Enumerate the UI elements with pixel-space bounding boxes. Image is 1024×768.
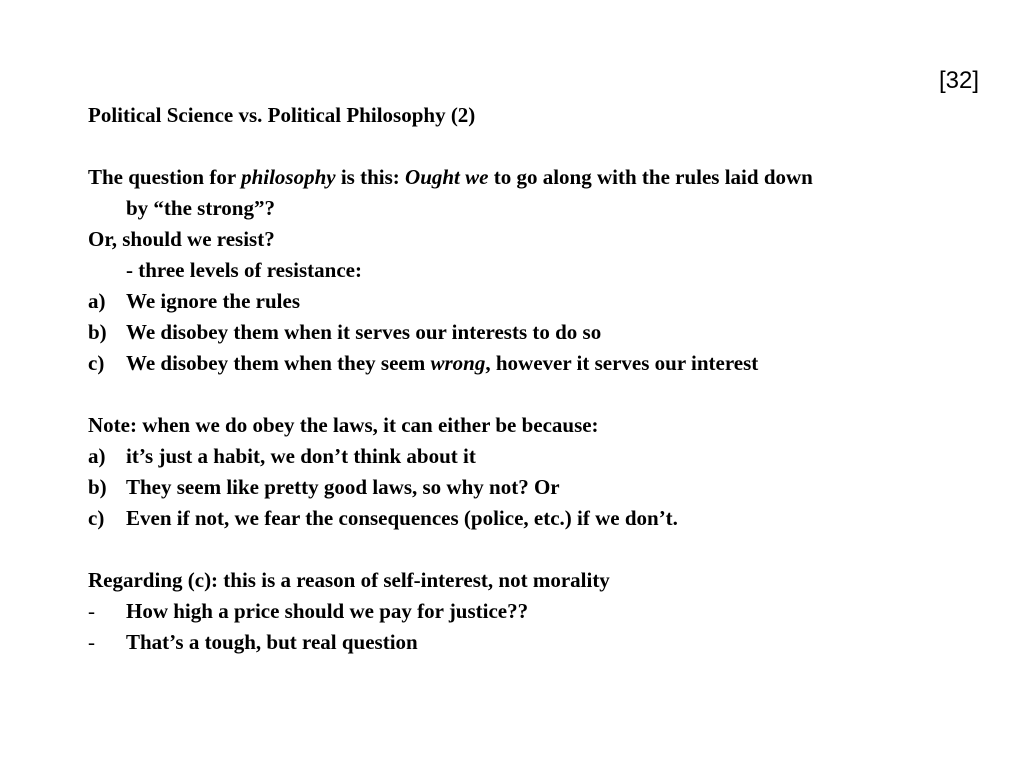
- question-continuation: by “the strong”?: [126, 196, 275, 220]
- resist-question: Or, should we resist?: [88, 227, 275, 251]
- list-marker: c): [88, 506, 105, 530]
- slide-title: Political Science vs. Political Philosophy (2): [88, 103, 476, 127]
- note-line: Note: when we do obey the laws, it can either be because:: [88, 413, 599, 437]
- list-marker: c): [88, 351, 105, 375]
- page-number: [32]: [938, 67, 979, 94]
- ought-we-emphasis: Ought we: [405, 165, 489, 189]
- levels-intro: - three levels of resistance:: [126, 258, 362, 282]
- spacer: [88, 379, 988, 410]
- wrong-emphasis: wrong: [430, 351, 486, 375]
- slide-content: [88, 100, 988, 658]
- list-marker: b): [88, 475, 107, 499]
- philosophy-emphasis: philosophy: [241, 165, 336, 189]
- question-line: [88, 162, 988, 193]
- list-item-text: We disobey them when it serves our interests to do so: [126, 320, 602, 344]
- list-item: [88, 286, 988, 317]
- list-item: [88, 441, 988, 472]
- spacer: [88, 131, 988, 162]
- question-text: The question for: [88, 165, 242, 189]
- dash-marker: -: [88, 630, 95, 654]
- list-item: [88, 472, 988, 503]
- dash-marker: -: [88, 599, 95, 623]
- list-marker: a): [88, 289, 106, 313]
- list-item: [88, 348, 988, 379]
- regarding-line: Regarding (c): this is a reason of self-interest, not morality: [88, 568, 610, 592]
- spacer: [88, 534, 988, 565]
- list-item: [88, 596, 988, 627]
- question-text: to go along with the rules laid down: [488, 165, 813, 189]
- list-item-text: We disobey them when they seem: [126, 351, 431, 375]
- list-item: [88, 503, 988, 534]
- list-item-text: How high a price should we pay for justice??: [126, 599, 529, 623]
- list-marker: b): [88, 320, 107, 344]
- list-item: [88, 317, 988, 348]
- list-item-text: We ignore the rules: [126, 289, 301, 313]
- list-item-text: Even if not, we fear the consequences (police, etc.) if we don’t.: [126, 506, 678, 530]
- question-text: is this:: [335, 165, 406, 189]
- list-item-text: They seem like pretty good laws, so why not? Or: [126, 475, 560, 499]
- list-item: [88, 627, 988, 658]
- list-marker: a): [88, 444, 106, 468]
- list-item-text: it’s just a habit, we don’t think about it: [126, 444, 476, 468]
- list-item-text: , however it serves our interest: [485, 351, 759, 375]
- list-item-text: That’s a tough, but real question: [126, 630, 418, 654]
